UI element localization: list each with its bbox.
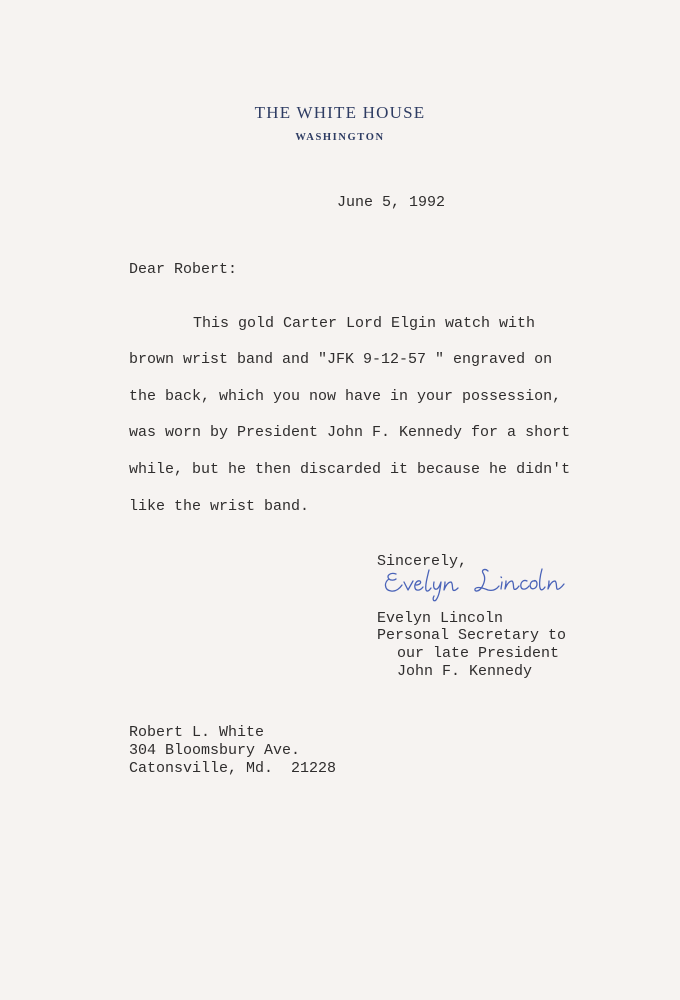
handwritten-signature [382,564,587,604]
closing: Sincerely, [377,553,468,570]
salutation: Dear Robert: [129,261,238,278]
letterhead-subtitle: WASHINGTON [295,132,385,143]
letter-date: June 5, 1992 [337,194,446,211]
signer-title-line-2: our late President [397,645,560,662]
body-line-4: was worn by President John F. Kennedy for a short [129,424,571,441]
signer-title-line-1: Personal Secretary to [377,627,567,644]
signer-name: Evelyn Lincoln [377,610,504,627]
body-line-3: the back, which you now have in your possession, [129,388,562,405]
body-line-1: This gold Carter Lord Elgin watch with [193,315,536,332]
letterhead-title: THE WHITE HOUSE [254,103,426,122]
body-line-2: brown wrist band and "JFK 9-12-57 " engraved on [129,351,553,368]
body-line-5: while, but he then discarded it because he didn't [129,461,571,478]
recipient-city-state-zip: Catonsville, Md. 21228 [129,760,337,777]
signer-title-line-3: John F. Kennedy [397,663,533,680]
recipient-street: 304 Bloomsbury Ave. [129,742,301,759]
body-line-6: like the wrist band. [129,498,310,515]
recipient-name: Robert L. White [129,724,265,741]
